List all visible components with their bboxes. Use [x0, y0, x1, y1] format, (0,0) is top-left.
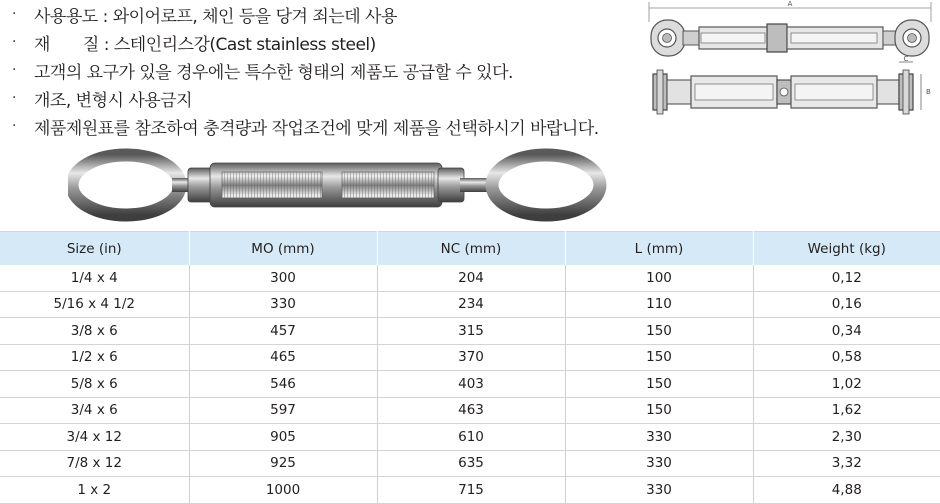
- cell-nc: 315: [377, 318, 565, 345]
- note-material: 재 질 : 스테인리스강(Cast stainless steel): [34, 34, 376, 55]
- cell-nc: 370: [377, 344, 565, 371]
- note-item: [12, 84, 632, 112]
- cell-l: 150: [565, 397, 753, 424]
- column-header-l: L (mm): [565, 232, 753, 266]
- cell-mo: 300: [189, 265, 377, 291]
- note-custom: 고객의 요구가 있을 경우에는 특수한 형태의 제품도 공급할 수 있다.: [34, 62, 513, 83]
- note-warning: 개조, 변형시 사용금지: [34, 90, 193, 111]
- cell-l: 150: [565, 318, 753, 345]
- cell-nc: 635: [377, 450, 565, 477]
- cell-nc: 403: [377, 371, 565, 398]
- bullet-marker: ·: [12, 34, 16, 50]
- column-header-mo: MO (mm): [189, 232, 377, 266]
- note-selection: 제품제원표를 참조하여 충격량과 작업조건에 맞게 제품을 선택하시기 바랍니다.: [34, 118, 599, 139]
- cell-size: 7/8 x 12: [0, 450, 189, 477]
- cell-weight: 3,32: [753, 450, 940, 477]
- cell-mo: 1000: [189, 477, 377, 504]
- turnbuckle-technical-drawing: [643, 0, 933, 120]
- table-row: [0, 265, 940, 291]
- bullet-marker: ·: [12, 62, 16, 78]
- table-header-row: [0, 232, 940, 266]
- cell-l: 330: [565, 450, 753, 477]
- note-usage: 사용용도 : 와이어로프, 체인 등을 당겨 죄는데 사용: [34, 6, 397, 27]
- cell-size: 1/2 x 6: [0, 344, 189, 371]
- cell-weight: 0,34: [753, 318, 940, 345]
- cell-mo: 597: [189, 397, 377, 424]
- note-item: [12, 112, 632, 140]
- cell-weight: 4,88: [753, 477, 940, 504]
- cell-size: 3/4 x 12: [0, 424, 189, 451]
- note-item: [12, 0, 632, 28]
- cell-nc: 715: [377, 477, 565, 504]
- dimension-a-label: A: [787, 0, 793, 8]
- cell-size: 3/8 x 6: [0, 318, 189, 345]
- cell-weight: 0,12: [753, 265, 940, 291]
- table-row: [0, 344, 940, 371]
- note-item: [12, 28, 632, 56]
- cell-weight: 0,16: [753, 291, 940, 318]
- cell-size: 5/8 x 6: [0, 371, 189, 398]
- spec-notes: [12, 0, 632, 140]
- table-row: [0, 397, 940, 424]
- dimension-c-label: C: [903, 55, 909, 63]
- bullet-marker: ·: [12, 90, 16, 106]
- table-row: [0, 424, 940, 451]
- cell-nc: 463: [377, 397, 565, 424]
- cell-size: 1 x 2: [0, 477, 189, 504]
- cell-mo: 330: [189, 291, 377, 318]
- cell-weight: 1,62: [753, 397, 940, 424]
- table-row: [0, 291, 940, 318]
- cell-l: 100: [565, 265, 753, 291]
- cell-l: 330: [565, 477, 753, 504]
- dimension-b-label: B: [926, 88, 931, 96]
- column-header-nc: NC (mm): [377, 232, 565, 266]
- cell-weight: 0,58: [753, 344, 940, 371]
- cell-mo: 905: [189, 424, 377, 451]
- cell-weight: 2,30: [753, 424, 940, 451]
- cell-l: 330: [565, 424, 753, 451]
- cell-size: 5/16 x 4 1/2: [0, 291, 189, 318]
- table-row: [0, 371, 940, 398]
- bullet-marker: ·: [12, 118, 16, 134]
- table-row: [0, 477, 940, 504]
- cell-mo: 546: [189, 371, 377, 398]
- cell-l: 110: [565, 291, 753, 318]
- cell-nc: 610: [377, 424, 565, 451]
- column-header-weight: Weight (kg): [753, 232, 940, 266]
- table-row: [0, 450, 940, 477]
- cell-l: 150: [565, 371, 753, 398]
- table-row: [0, 318, 940, 345]
- cell-size: 3/4 x 6: [0, 397, 189, 424]
- column-header-size: Size (in): [0, 232, 189, 266]
- cell-weight: 1,02: [753, 371, 940, 398]
- cell-nc: 204: [377, 265, 565, 291]
- cell-l: 150: [565, 344, 753, 371]
- cell-mo: 465: [189, 344, 377, 371]
- note-item: [12, 56, 632, 84]
- bullet-marker: ·: [12, 6, 16, 22]
- cell-mo: 457: [189, 318, 377, 345]
- spec-table: [0, 231, 940, 504]
- turnbuckle-product-photo: [68, 146, 608, 224]
- cell-nc: 234: [377, 291, 565, 318]
- cell-mo: 925: [189, 450, 377, 477]
- cell-size: 1/4 x 4: [0, 265, 189, 291]
